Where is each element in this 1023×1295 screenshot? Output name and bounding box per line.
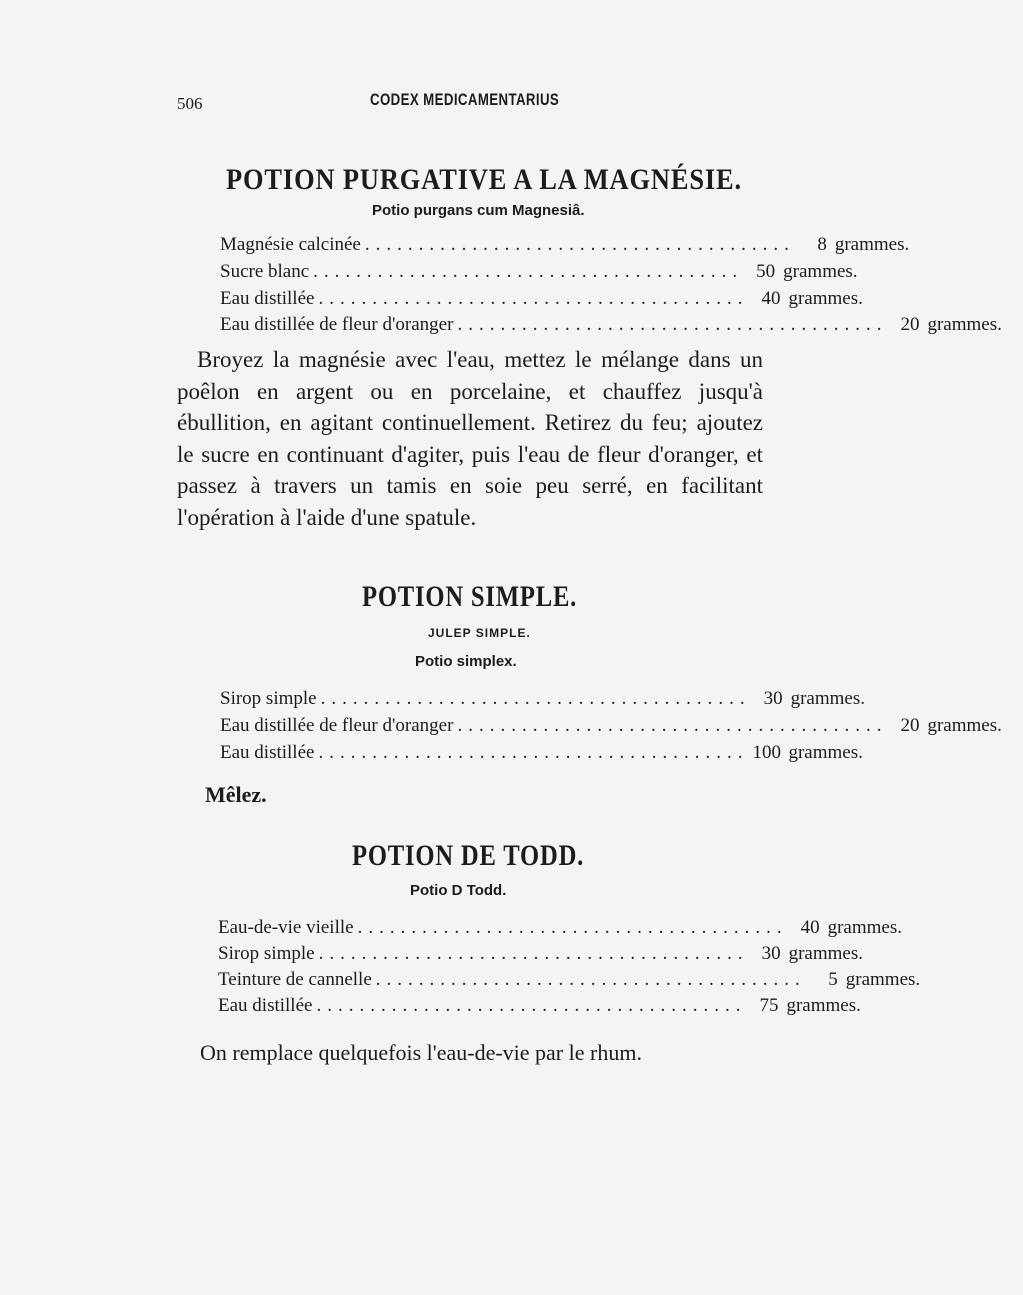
section-latin-name: Potio D Todd. — [410, 882, 507, 899]
ingredient-quantity: 30 — [761, 943, 781, 964]
ingredient-unit: grammes. — [783, 261, 858, 282]
ingredient-unit: grammes. — [827, 917, 902, 938]
section-latin-name: Potio purgans cum Magnesiâ. — [372, 202, 585, 219]
ingredient-row — [220, 715, 1002, 737]
ingredient-name: Eau-de-vie vieille — [218, 917, 354, 938]
ingredient-row — [220, 288, 863, 310]
ingredient-unit: grammes. — [788, 742, 863, 763]
ingredient-quantity: 20 — [900, 715, 920, 736]
ingredient-unit: grammes. — [788, 288, 863, 309]
ingredient-quantity: 30 — [763, 688, 783, 709]
ingredient-row — [220, 261, 858, 283]
section-note: On remplace quelquefois l'eau-de-vie par le rhum. — [200, 1040, 642, 1065]
leader-dots: ........................................ — [457, 314, 888, 335]
ingredient-quantity: 40 — [761, 288, 781, 309]
leader-dots: ........................................ — [316, 995, 747, 1016]
ingredient-row — [220, 742, 863, 764]
leader-dots: ........................................ — [375, 969, 806, 990]
ingredient-quantity: 100 — [752, 742, 781, 763]
section-latin-name: Potio simplex. — [415, 653, 517, 670]
ingredient-name: Eau distillée de fleur d'oranger — [220, 314, 454, 335]
ingredient-name: Magnésie calcinée — [220, 234, 361, 255]
leader-dots: ........................................ — [318, 742, 749, 763]
leader-dots: ........................................ — [357, 917, 788, 938]
ingredient-unit: grammes. — [788, 943, 863, 964]
ingredient-row — [218, 969, 921, 991]
ingredient-name: Sirop simple — [218, 943, 315, 964]
ingredient-row — [220, 688, 865, 710]
leader-dots: ........................................ — [318, 288, 749, 309]
ingredient-unit: grammes. — [834, 234, 910, 255]
ingredient-name: Eau distillée — [220, 742, 315, 763]
ingredient-unit: grammes. — [845, 969, 921, 990]
ingredient-row — [218, 917, 902, 939]
ingredient-name: Sucre blanc — [220, 261, 310, 282]
ingredient-unit: grammes. — [790, 688, 865, 709]
leader-dots: ........................................ — [457, 715, 888, 736]
leader-dots: ........................................ — [320, 688, 751, 709]
ingredient-row — [220, 314, 1002, 336]
preparation-instructions: Broyez la magnésie avec l'eau, mettez le mélange dans un poêlon en argent ou en porcelaine, et chauffez jusqu'à ébullition, en agitant continuellement. Retirez du feu; ajoutez le sucre en continuant d'agiter, puis l'eau de fleur d'oranger, et passez à travers un tamis en soie peu serré, en facilitant l'opération à l'aide d'une spatule. — [177, 347, 763, 530]
section-alt-name: JULEP SIMPLE. — [428, 626, 531, 640]
ingredient-quantity: 40 — [800, 917, 820, 938]
ingredient-name: Eau distillée — [218, 995, 313, 1016]
ingredient-row — [220, 234, 910, 256]
section-title: POTION SIMPLE. — [362, 580, 578, 613]
ingredient-quantity: 20 — [900, 314, 920, 335]
ingredient-name: Sirop simple — [220, 688, 317, 709]
section-title: POTION DE TODD. — [352, 839, 585, 872]
ingredient-quantity: 5 — [828, 969, 838, 990]
ingredient-unit: grammes. — [927, 715, 1002, 736]
ingredient-row — [218, 943, 863, 965]
page-number: 506 — [177, 94, 203, 113]
leader-dots: ........................................ — [364, 234, 795, 255]
leader-dots: ........................................ — [313, 261, 744, 282]
ingredient-quantity: 8 — [817, 234, 827, 255]
ingredient-row — [218, 995, 861, 1017]
ingredient-name: Eau distillée de fleur d'oranger — [220, 715, 454, 736]
ingredient-name: Eau distillée — [220, 288, 315, 309]
ingredient-unit: grammes. — [927, 314, 1002, 335]
section-title: POTION PURGATIVE A LA MAGNÉSIE. — [226, 163, 743, 196]
ingredient-quantity: 50 — [756, 261, 776, 282]
running-title: CODEX MEDICAMENTARIUS — [370, 90, 560, 109]
ingredient-quantity: 75 — [759, 995, 779, 1016]
preparation-instructions: Mêlez. — [205, 782, 267, 807]
leader-dots: ........................................ — [318, 943, 749, 964]
ingredient-name: Teinture de cannelle — [218, 969, 372, 990]
ingredient-unit: grammes. — [786, 995, 861, 1016]
